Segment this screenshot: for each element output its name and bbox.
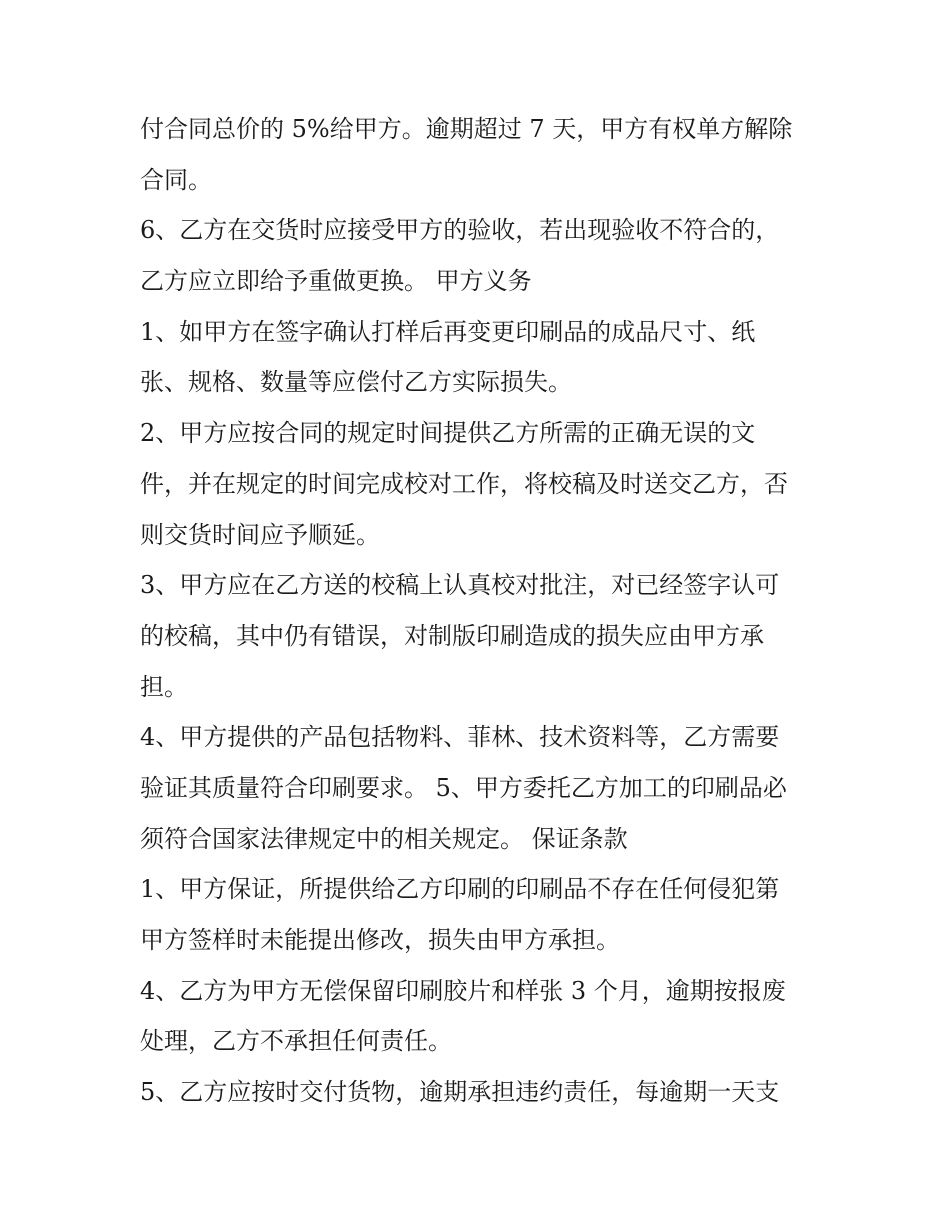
text-line: 件，并在规定的时间完成校对工作，将校稿及时送交乙方，否 <box>140 469 788 498</box>
text-line: 张、规格、数量等应偿付乙方实际损失。 <box>140 368 572 397</box>
text-line: 担。 <box>140 672 188 701</box>
text-line: 合同。 <box>140 165 212 194</box>
text-line: 2、甲方应按合同的规定时间提供乙方所需的正确无误的文 <box>140 419 756 448</box>
text-line: 乙方应立即给予重做更换。 甲方义务 <box>140 267 532 296</box>
text-line: 1、甲方保证，所提供给乙方印刷的印刷品不存在任何侵犯第 <box>140 875 780 904</box>
document-body <box>140 104 830 1118</box>
text-line: 则交货时间应予顺延。 <box>140 520 380 549</box>
text-line: 验证其质量符合印刷要求。 5、甲方委托乙方加工的印刷品必 <box>140 773 787 802</box>
text-line: 须符合国家法律规定中的相关规定。 保证条款 <box>140 824 628 853</box>
text-line: 4、乙方为甲方无偿保留印刷胶片和样张 3 个月，逾期按报废 <box>140 976 786 1005</box>
text-line: 的校稿，其中仍有错误，对制版印刷造成的损失应由甲方承 <box>140 621 764 650</box>
text-line: 处理，乙方不承担任何责任。 <box>140 1027 452 1056</box>
text-line: 付合同总价的 5%给甲方。逾期超过 7 天，甲方有权单方解除 <box>140 115 793 143</box>
text-line: 6、乙方在交货时应接受甲方的验收，若出现验收不符合的， <box>140 216 780 245</box>
text-line: 5、乙方应按时交付货物，逾期承担违约责任，每逾期一天支 <box>140 1078 780 1107</box>
text-line: 3、甲方应在乙方送的校稿上认真校对批注，对已经签字认可 <box>140 571 780 600</box>
text-line: 4、甲方提供的产品包括物料、菲林、技术资料等，乙方需要 <box>140 723 780 752</box>
text-line: 甲方签样时未能提出修改，损失由甲方承担。 <box>140 926 620 954</box>
text-line: 1、如甲方在签字确认打样后再变更印刷品的成品尺寸、纸 <box>140 317 756 346</box>
